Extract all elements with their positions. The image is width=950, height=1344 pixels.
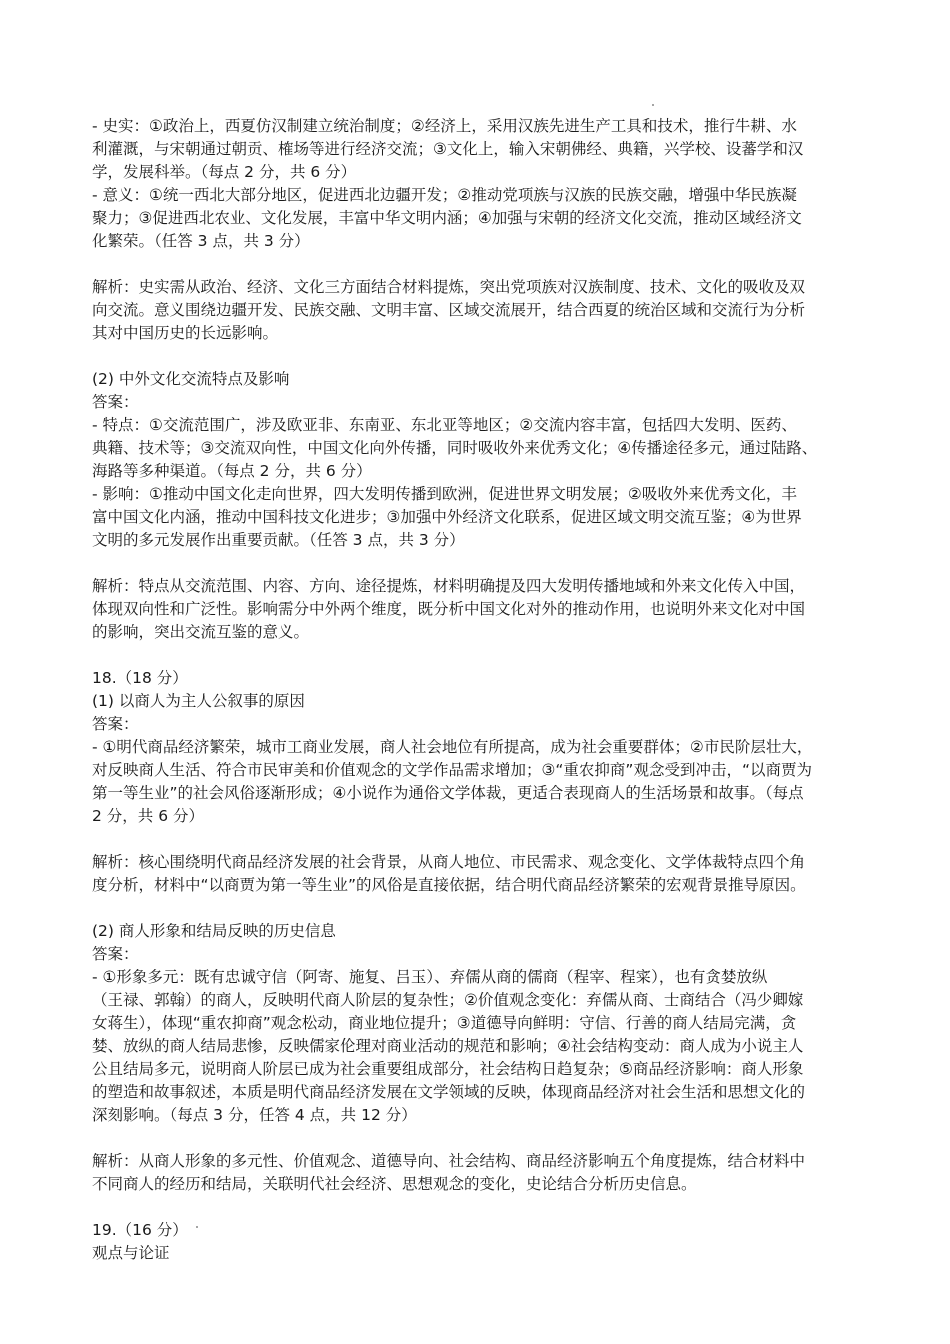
text-line: 度分析，材料中“以商贾为第一等生业”的风俗是直接依据，结合明代商品经济繁荣的宏观背景推导原因。 (92, 876, 806, 894)
text-line: 体现双向性和广泛性。影响需分中外两个维度，既分析中国文化对外的推动作用，也说明外来文化对中国 (92, 600, 806, 618)
paragraph-gap (92, 345, 882, 368)
text-line: 向交流。意义围绕边疆开发、民族交融、文明丰富、区域交流展开，结合西夏的统治区域和交流行为分析 (92, 301, 806, 319)
text-line: 典籍、技术等；③交流双向性，中国文化向外传播，同时吸收外来优秀文化；④传播途径多元，通过陆路、 (92, 439, 818, 457)
text-line: 深刻影响。（每点 3 分，任答 4 点，共 12 分） (92, 1106, 417, 1124)
text-line: - 意义：①统一西北大部分地区，促进西北边疆开发；②推动党项族与汉族的民族交融，增强中华民族凝 (92, 186, 797, 204)
paragraph (92, 736, 882, 828)
paragraph-gap (92, 644, 882, 667)
paragraph-gap (92, 1127, 882, 1150)
paragraph (92, 414, 882, 483)
paragraph (92, 920, 882, 966)
paragraph (92, 184, 882, 253)
text-line: 第一等生业”的社会风俗逐渐形成；④小说作为通俗文学体裁，更适合表现商人的生活场景和故事。（每点 (92, 784, 804, 802)
paragraph (92, 851, 882, 897)
text-line: 答案： (92, 393, 139, 411)
text-line: - ①明代商品经济繁荣，城市工商业发展，商人社会地位有所提高，成为社会重要群体；②市民阶层壮大， (92, 738, 813, 756)
paragraph-gap (92, 897, 882, 920)
text-line: 学，发展科举。（每点 2 分，共 6 分） (92, 163, 357, 181)
text-line: 19.（16 分） (92, 1221, 188, 1239)
paragraph (92, 1150, 882, 1196)
text-line: 化繁荣。（任答 3 点，共 3 分） (92, 232, 310, 250)
text-line: 对反映商人生活、符合市民审美和价值观念的文学作品需求增加；③“重农抑商”观念受到冲击，“以商贾为 (92, 761, 812, 779)
text-line: (2) 中外文化交流特点及影响 (92, 370, 290, 388)
text-line: - 史实：①政治上，西夏仿汉制建立统治制度；②经济上，采用汉族先进生产工具和技术，推行牛耕、水 (92, 117, 797, 135)
text-line: 公且结局多元，说明商人阶层已成为社会重要组成部分，社会结构日趋复杂；⑤商品经济影响：商人形象 (92, 1060, 804, 1078)
text-line: 的影响，突出交流互鉴的意义。 (92, 623, 310, 641)
text-line: 解析：核心围绕明代商品经济发展的社会背景，从商人地位、市民需求、观念变化、文学体裁特点四个角 (92, 853, 806, 871)
text-line: 不同商人的经历和结局，关联明代社会经济、思想观念的变化，史论结合分析历史信息。 (92, 1175, 697, 1193)
document-body (92, 115, 882, 1265)
text-line: 海路等多种渠道。（每点 2 分，共 6 分） (92, 462, 372, 480)
text-line: 其对中国历史的长远影响。 (92, 324, 279, 342)
text-line: 解析：从商人形象的多元性、价值观念、道德导向、社会结构、商品经济影响五个角度提炼，结合材料中 (92, 1152, 806, 1170)
text-line: (1) 以商人为主人公叙事的原因 (92, 692, 305, 710)
text-line: 答案： (92, 945, 139, 963)
text-line: （王禄、郭翰）的商人，反映明代商人阶层的复杂性；②价值观念变化：弃儒从商、士商结合（冯少卿嫁 (92, 991, 804, 1009)
text-line: (2) 商人形象和结局反映的历史信息 (92, 922, 336, 940)
text-line: 答案： (92, 715, 139, 733)
text-line: 解析：特点从交流范围、内容、方向、途径提炼，材料明确提及四大发明传播地域和外来文化传入中国， (92, 577, 806, 595)
paragraph (92, 667, 882, 736)
text-line: - 影响：①推动中国文化走向世界，四大发明传播到欧洲，促进世界文明发展；②吸收外来优秀文化，丰 (92, 485, 797, 503)
text-line: 观点与论证 (92, 1244, 170, 1262)
paragraph (92, 368, 882, 414)
text-line: 文明的多元发展作出重要贡献。（任答 3 点，共 3 分） (92, 531, 465, 549)
paragraph (92, 276, 882, 345)
text-line: 的塑造和故事叙述，本质是明代商品经济发展在文学领域的反映，体现商品经济对社会生活和思想文化的 (92, 1083, 806, 1101)
paragraph (92, 575, 882, 644)
text-line: - ①形象多元：既有忠诚守信（阿寄、施复、吕玉）、弃儒从商的儒商（程宰、程寀），也有贪婪放纵 (92, 968, 768, 986)
paragraph (92, 1219, 882, 1265)
text-line: 聚力；③促进西北农业、文化发展，丰富中华文明内涵；④加强与宋朝的经济文化交流，推动区域经济文 (92, 209, 802, 227)
text-line: 2 分，共 6 分） (92, 807, 205, 825)
text-line: 18.（18 分） (92, 669, 188, 687)
paragraph-gap (92, 1196, 882, 1219)
paragraph (92, 966, 882, 1127)
paragraph (92, 115, 882, 184)
paragraph (92, 483, 882, 552)
text-line: - 特点：①交流范围广，涉及欧亚非、东南亚、东北亚等地区；②交流内容丰富，包括四大发明、医药、 (92, 416, 797, 434)
text-line: 富中国文化内涵，推动中国科技文化进步；③加强中外经济文化联系，促进区域文明交流互鉴；④为世界 (92, 508, 802, 526)
paragraph-gap (92, 828, 882, 851)
paragraph-gap (92, 253, 882, 276)
text-line: 女蒋生），体现“重农抑商”观念松动，商业地位提升；③道德导向鲜明：守信、行善的商人结局完满，贪 (92, 1014, 797, 1032)
text-line: 利灌溉，与宋朝通过朝贡、榷场等进行经济交流；③文化上，输入宋朝佛经、典籍，兴学校、设蕃学和汉 (92, 140, 804, 158)
speck-top (652, 104, 654, 106)
paragraph-gap (92, 552, 882, 575)
text-line: 婪、放纵的商人结局悲惨，反映儒家伦理对商业活动的规范和影响；④社会结构变动：商人成为小说主人 (92, 1037, 804, 1055)
text-line: 解析：史实需从政治、经济、文化三方面结合材料提炼，突出党项族对汉族制度、技术、文化的吸收及双 (92, 278, 806, 296)
